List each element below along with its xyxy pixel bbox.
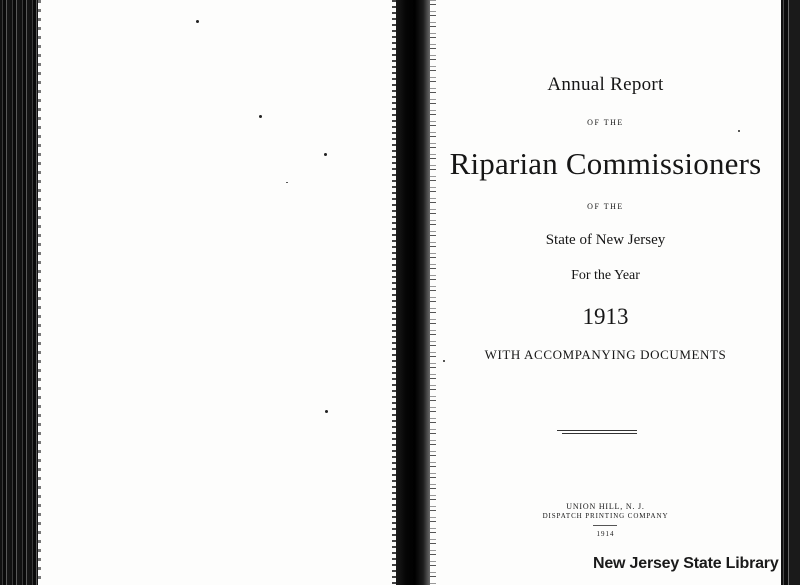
of-the-label: OF THE (587, 118, 624, 127)
paper-speck (325, 410, 328, 413)
imprint-rule (593, 525, 617, 526)
library-stamp: New Jersey State Library (593, 555, 779, 572)
left-page-edge (0, 0, 38, 585)
paper-speck (286, 182, 288, 183)
decorative-rule (562, 433, 637, 434)
subtitle: WITH ACCOMPANYING DOCUMENTS (484, 347, 727, 362)
paper-speck (259, 115, 262, 118)
paper-speck (196, 20, 199, 23)
state-name: State of New Jersey (545, 232, 666, 248)
decorative-rule (557, 430, 637, 431)
report-year: 1913 (582, 304, 629, 329)
book-gutter (396, 0, 430, 585)
for-the-year-label: For the Year (571, 268, 640, 283)
imprint-place: UNION HILL, N. J. (566, 502, 645, 511)
commission-title: Riparian Commissioners (449, 146, 762, 181)
paper-speck (324, 153, 327, 156)
right-page-edge (781, 0, 800, 585)
title-block (430, 0, 781, 585)
imprint-year: 1914 (596, 530, 615, 538)
report-heading: Annual Report (547, 74, 664, 95)
imprint-printer: DISPATCH PRINTING COMPANY (542, 512, 669, 520)
of-the-label: OF THE (587, 202, 624, 211)
